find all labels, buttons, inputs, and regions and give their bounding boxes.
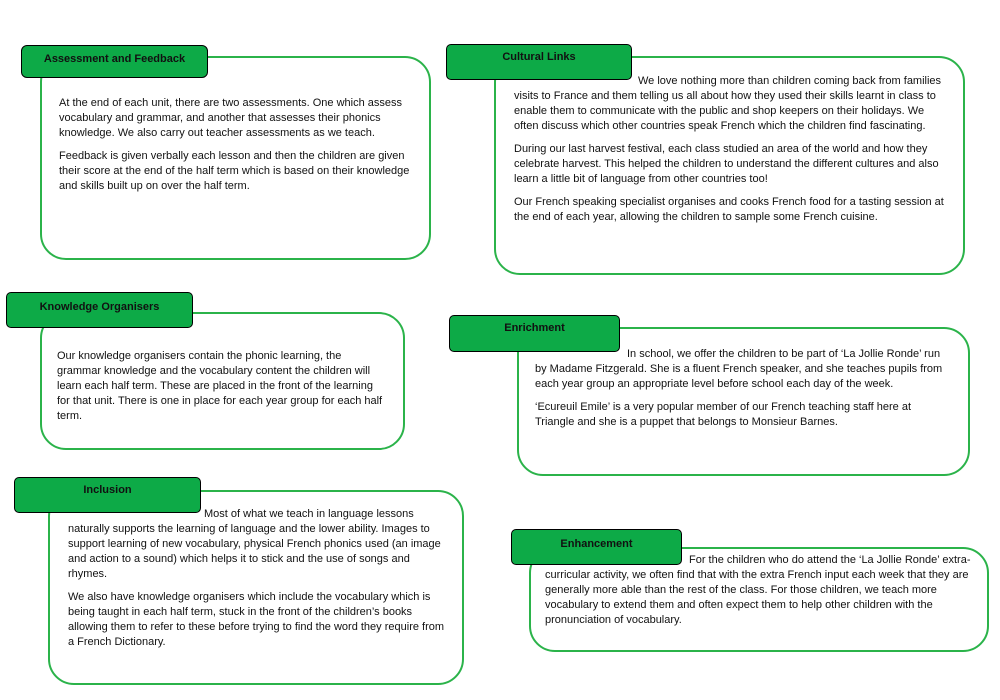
enhancement-title bbox=[511, 529, 682, 565]
cultural-title bbox=[446, 44, 632, 80]
assessment-body bbox=[59, 96, 417, 202]
cultural-body bbox=[514, 74, 944, 233]
inclusion-paragraph-1: Most of what we teach in language lessons naturally supports the learning of language and the lower ability. Images to support learning of new vocabulary, physical French phonics used (an image and action to a sound) which helps it to stick and the use of songs and rhymes. bbox=[68, 508, 441, 580]
cultural-title-text: Cultural Links bbox=[502, 51, 576, 63]
knowledge-body bbox=[57, 349, 387, 432]
knowledge-title-text: Knowledge Organisers bbox=[39, 301, 160, 313]
enrichment-body bbox=[535, 347, 953, 438]
enhancement-paragraph-1: For the children who do attend the ‘La Jollie Ronde’ extra-curricular activity, we often find that with the extra French input each week that they are generally more able than the rest of the class. For those children, we teach more vocabulary to extend them and often expect them to help other children with the pronunciation of vocabulary. bbox=[545, 554, 971, 626]
inclusion-title-text: Inclusion bbox=[83, 484, 132, 496]
inclusion-body bbox=[68, 507, 451, 658]
enhancement-title-text: Enhancement bbox=[560, 538, 633, 550]
knowledge-paragraph-1: Our knowledge organisers contain the phonic learning, the grammar knowledge and the vocabulary content the children will learn each half term. These are placed in the front of the learning for that unit. There is one in place for each year group for each half term. bbox=[57, 350, 383, 422]
inclusion-paragraph-2: We also have knowledge organisers which include the vocabulary which is being taught in each half term, stuck in the front of the children’s books allowing them to refer to these before trying to find the word they require from a French Dictionary. bbox=[68, 591, 445, 648]
enhancement-body bbox=[545, 553, 975, 636]
assessment-paragraph-1: At the end of each unit, there are two assessments. One which assess vocabulary and grammar, and another that assesses their phonics knowledge. We also carry out teacher assessments as we teach. bbox=[59, 97, 403, 139]
inclusion-title bbox=[14, 477, 201, 513]
enrichment-title bbox=[449, 315, 620, 352]
enrichment-title-text: Enrichment bbox=[504, 322, 565, 334]
assessment-title bbox=[21, 45, 208, 78]
assessment-title-text: Assessment and Feedback bbox=[43, 53, 186, 65]
assessment-paragraph-2: Feedback is given verbally each lesson and then the children are given their score at the end of the half term which is based on their knowledge and skills built up on over the half term. bbox=[59, 150, 410, 192]
cultural-paragraph-1: We love nothing more than children coming back from families visits to France and them telling us all about how they used their skills learnt in class to enable them to communicate with the public and shop keepers on their holidays. We often discuss which other countries speak French which the children find fascinating. bbox=[514, 75, 942, 132]
enrichment-paragraph-1: In school, we offer the children to be part of ‘La Jollie Ronde’ run by Madame Fitzgerald. She is a fluent French speaker, and she teaches pupils from each year group an appropriate level before school each day of the week. bbox=[535, 348, 943, 390]
cultural-paragraph-2: During our last harvest festival, each class studied an area of the world and how they celebrate harvest. This helped the children to understand the different cultures and also learn a little bit of language from other countries too! bbox=[514, 143, 939, 185]
enrichment-paragraph-2: ‘Ecureuil Emile’ is a very popular member of our French teaching staff here at Triangle and she is a puppet that belongs to Monsieur Barnes. bbox=[535, 401, 912, 428]
knowledge-title bbox=[6, 292, 193, 328]
cultural-paragraph-3: Our French speaking specialist organises and cooks French food for a tasting session at the end of each year, allowing the children to sample some French cuisine. bbox=[514, 196, 944, 223]
